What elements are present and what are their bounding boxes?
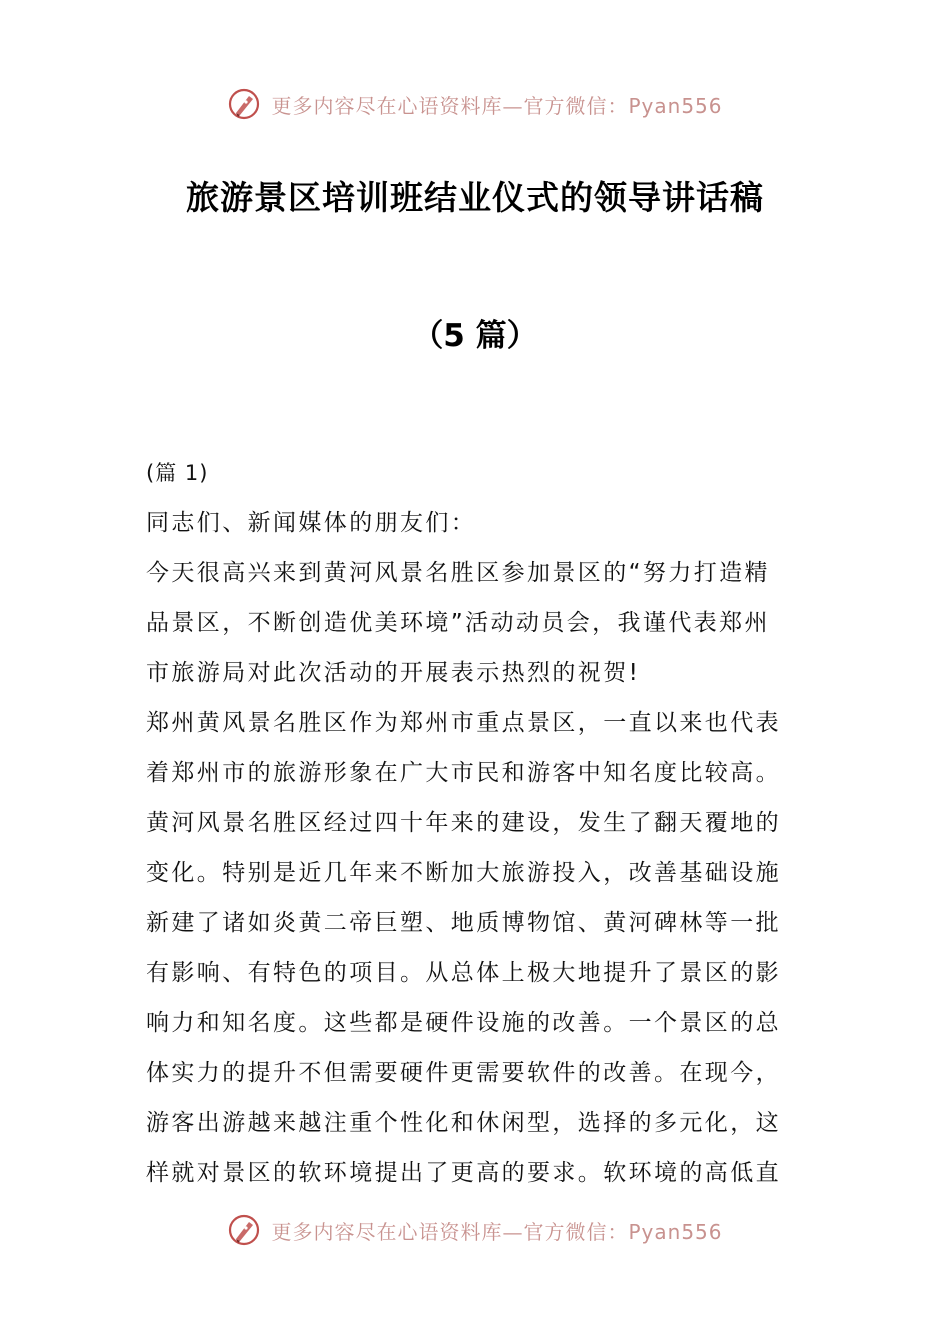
watermark-cn: 更多内容尽在心语资料库—官方微信： (271, 1219, 629, 1244)
body-line: 游客出游越来越注重个性化和休闲型，选择的多元化，这 (146, 1110, 781, 1136)
body-line: 样就对景区的软环境提出了更高的要求。软环境的高低直 (146, 1160, 781, 1186)
document-body (146, 448, 806, 1198)
watermark-header (0, 82, 950, 126)
body-line: 黄河风景名胜区经过四十年来的建设，发生了翻天覆地的 (146, 810, 781, 836)
body-line: 体实力的提升不但需要硬件更需要软件的改善。在现今， (146, 1060, 781, 1086)
watermark-handle: Pyan556 (628, 1219, 723, 1244)
watermark-footer (0, 1208, 950, 1252)
body-line: 变化。特别是近几年来不断加大旅游投入，改善基础设施 (146, 860, 781, 886)
watermark-text (271, 90, 722, 119)
pen-circle-logo-icon (227, 87, 261, 121)
body-line: 郑州黄风景名胜区作为郑州市重点景区，一直以来也代表 (146, 710, 781, 736)
body-line: 着郑州市的旅游形象在广大市民和游客中知名度比较高。 (146, 760, 781, 786)
watermark-text (271, 1216, 722, 1245)
body-line: 市旅游局对此次活动的开展表示热烈的祝贺! (146, 660, 641, 686)
section-label: (篇 1) (146, 461, 209, 485)
body-line: 新建了诸如炎黄二帝巨塑、地质博物馆、黄河碑林等一批 (146, 910, 781, 936)
body-line: 品景区，不断创造优美环境”活动动员会，我谨代表郑州 (146, 610, 770, 636)
body-line: 今天很高兴来到黄河风景名胜区参加景区的“努力打造精 (146, 560, 770, 586)
watermark-cn: 更多内容尽在心语资料库—官方微信： (271, 93, 629, 118)
document-title: 旅游景区培训班结业仪式的领导讲话稿 (186, 178, 764, 217)
body-line: 有影响、有特色的项目。从总体上极大地提升了景区的影 (146, 960, 781, 986)
pen-circle-logo-icon (227, 1213, 261, 1247)
document-subtitle: （5 篇） (412, 318, 538, 354)
body-line: 响力和知名度。这些都是硬件设施的改善。一个景区的总 (146, 1010, 781, 1036)
watermark-handle: Pyan556 (628, 93, 723, 118)
body-line: 同志们、新闻媒体的朋友们： (146, 510, 477, 536)
